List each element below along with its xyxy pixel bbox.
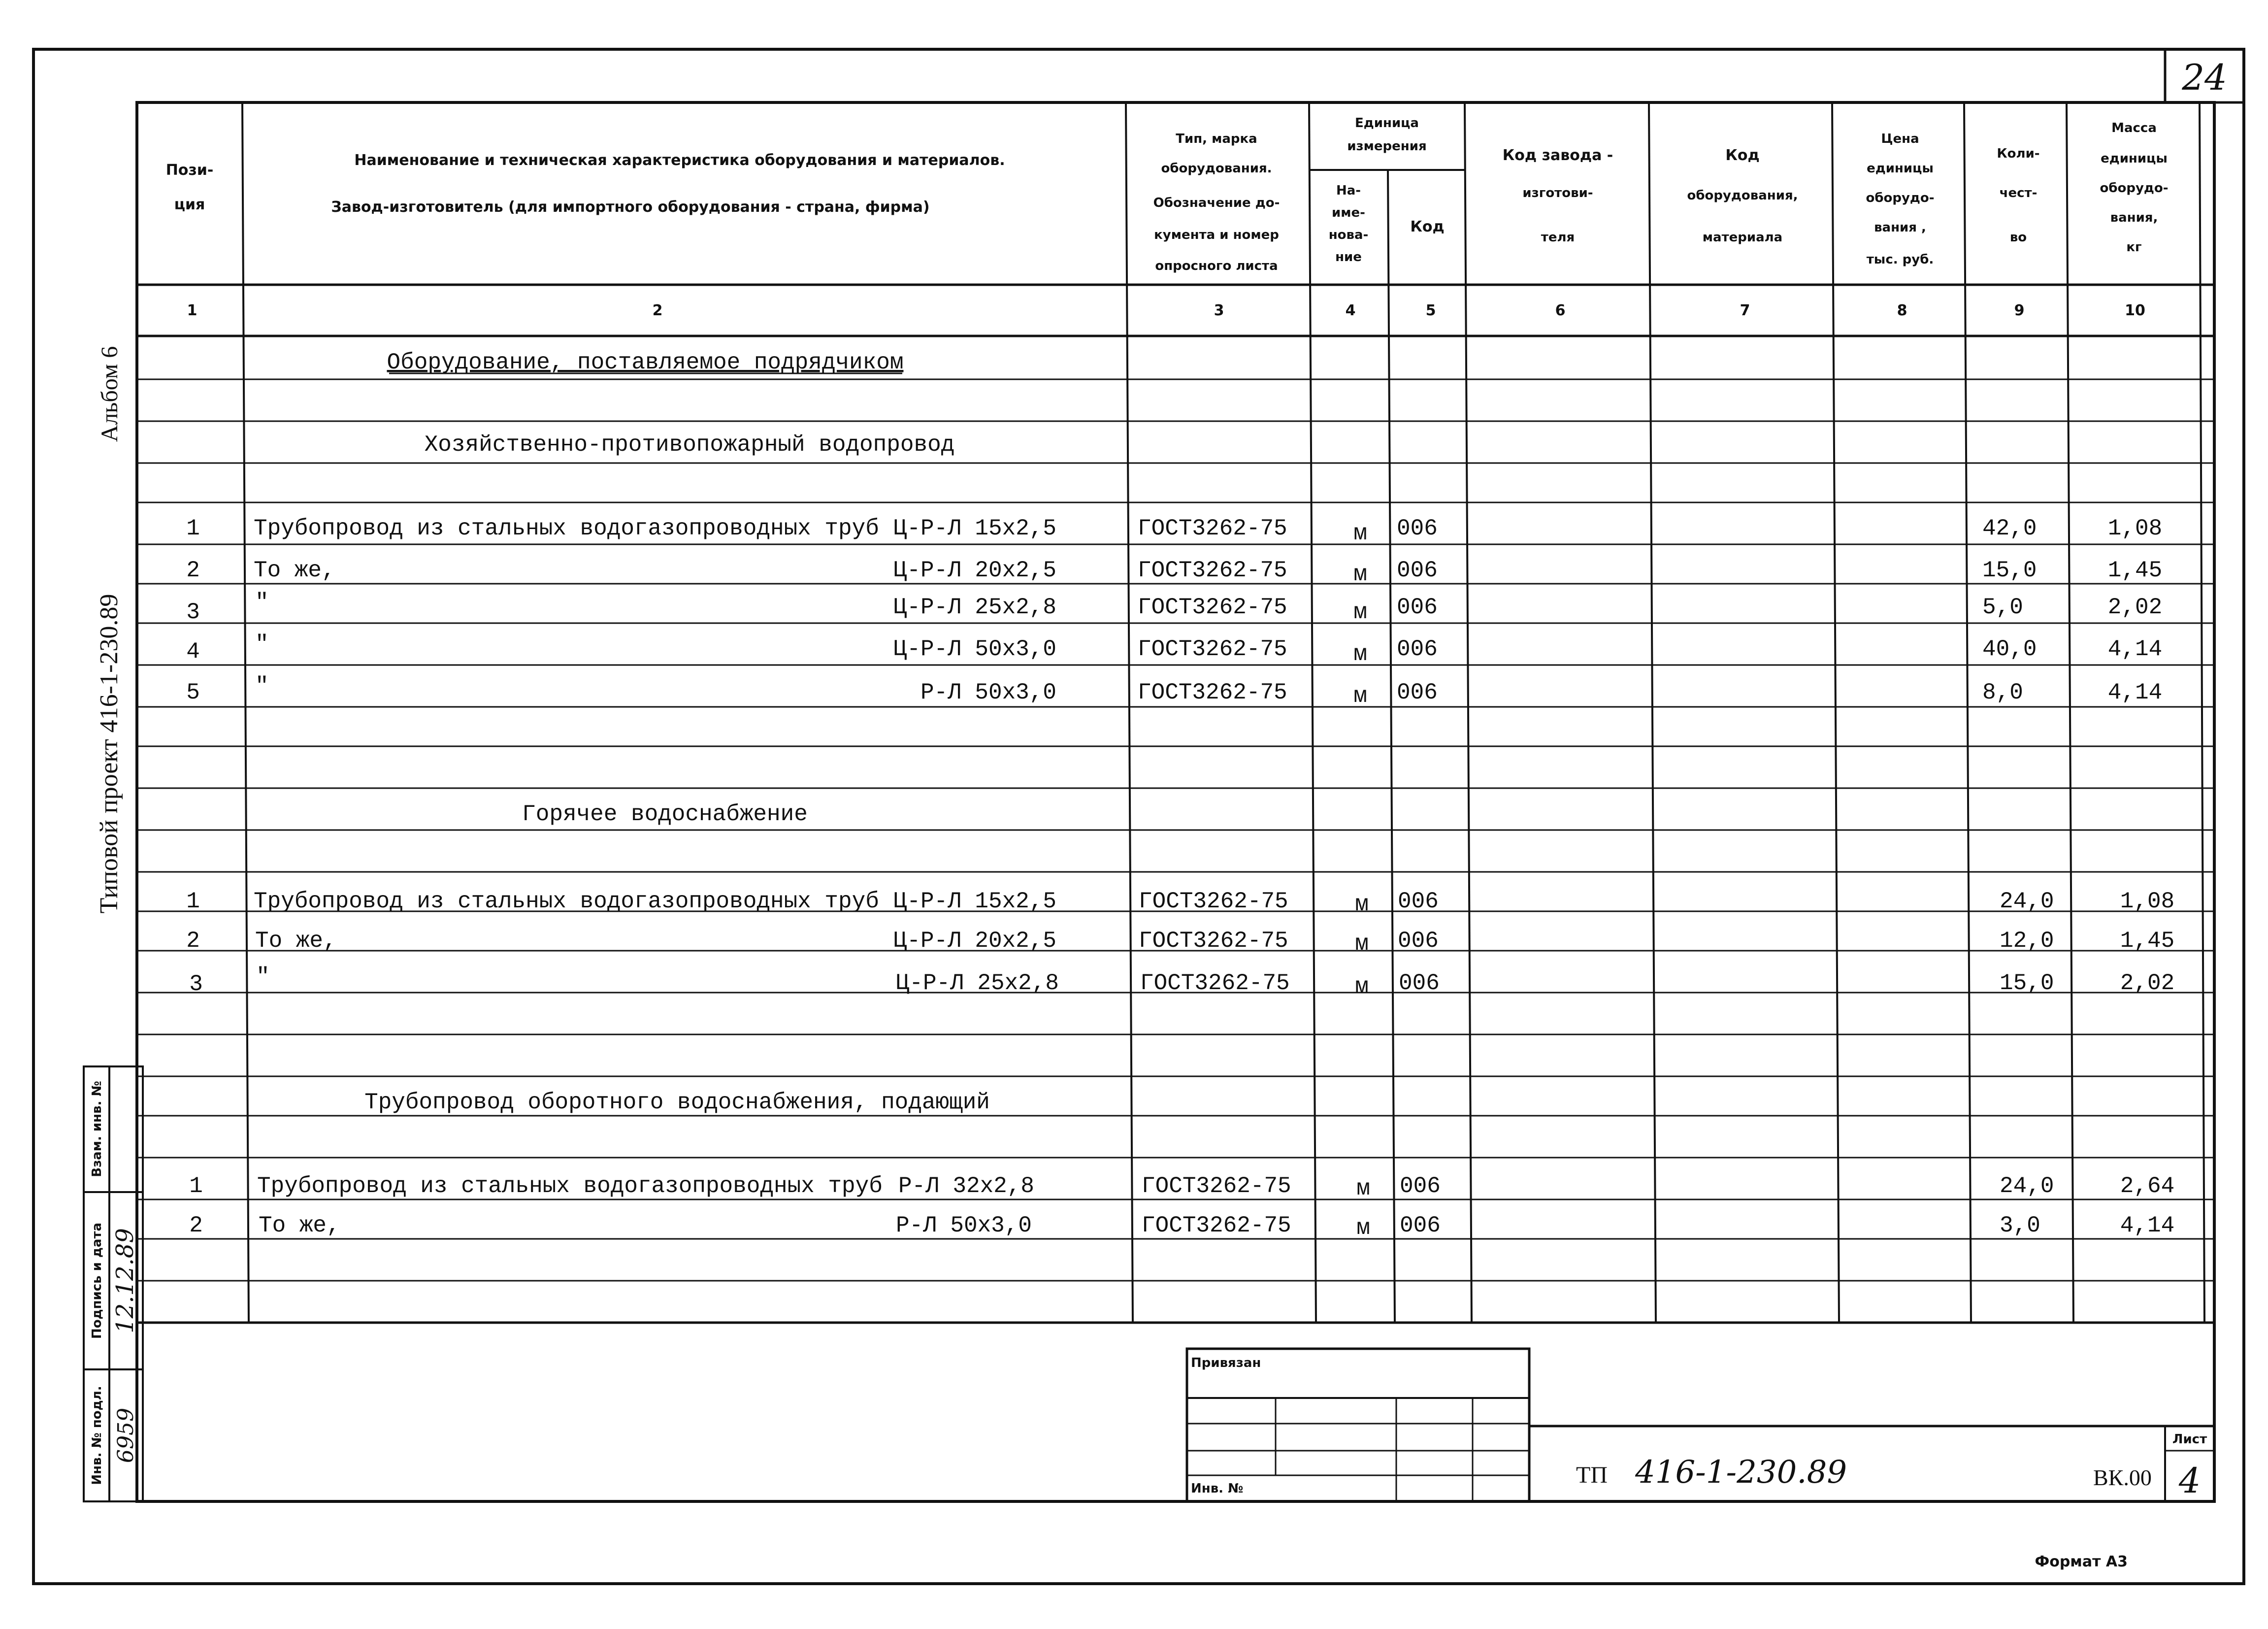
row-unit: м: [1356, 1176, 1370, 1201]
col-number: 10: [2125, 302, 2145, 319]
hdr-mass-3: оборудо-: [2100, 181, 2169, 196]
row-spec: Ц-Р-Л 15х2,5: [893, 889, 1056, 914]
outer-frame: [33, 49, 2244, 1584]
row-doc: ГОСТ3262-75: [1142, 1213, 1291, 1238]
col-number: 2: [652, 302, 663, 319]
hdr-price-1: Цена: [1881, 132, 1919, 146]
table-row: [186, 558, 2162, 587]
row-doc: ГОСТ3262-75: [1140, 970, 1290, 996]
row-name: Трубопровод из стальных водогазопроводных труб: [254, 889, 879, 914]
row-qty: 15,0: [2000, 970, 2054, 996]
row-qty: 42,0: [1982, 516, 2037, 541]
row-spec: Ц-Р-Л 25х2,8: [893, 595, 1056, 620]
hdr-price-3: оборудо-: [1866, 191, 1935, 205]
row-pos: 4: [186, 639, 200, 665]
row-name: ": [255, 590, 269, 615]
row-pos: 5: [186, 680, 200, 705]
hdr-unit-name-3: нова-: [1328, 228, 1369, 242]
table-row: [186, 673, 2162, 709]
table-row: [186, 590, 2162, 625]
row-code: 006: [1397, 558, 1438, 583]
row-name: Трубопровод из стальных водогазопроводных труб: [257, 1173, 883, 1199]
col-number: 3: [1214, 302, 1224, 319]
hdr-unit-code: Код: [1410, 218, 1445, 235]
col-number: 8: [1897, 302, 1907, 319]
tp-number: 416-1-230.89: [1635, 1454, 1847, 1491]
sheet-number: 24: [2182, 57, 2227, 98]
hdr-mass-5: кг: [2126, 240, 2142, 255]
hdr-equip-code-1: Код: [1725, 147, 1760, 164]
hdr-type-2: оборудования.: [1161, 161, 1272, 176]
list-number: 4: [2178, 1461, 2201, 1501]
hdr-name-1: Наименование и техническая характеристика оборудования и материалов.: [354, 152, 1005, 169]
row-name: То же,: [259, 1213, 340, 1238]
row-code: 006: [1399, 970, 1440, 996]
row-mass: 4,14: [2120, 1213, 2175, 1238]
title-block: [1187, 1349, 2214, 1501]
stamp-date: 12.12.89: [111, 1228, 139, 1333]
row-lines: [137, 379, 2214, 1281]
row-mass: 1,45: [2107, 558, 2163, 583]
list-label: Лист: [2172, 1432, 2207, 1447]
row-qty: 40,0: [1982, 636, 2037, 662]
row-mass: 2,02: [2120, 970, 2175, 996]
row-unit: м: [1353, 521, 1367, 546]
row-spec: Ц-Р-Л 25х2,8: [895, 970, 1059, 996]
row-pos: 2: [189, 1213, 203, 1238]
hdr-mass-2: единицы: [2101, 151, 2168, 166]
hdr-type-4: кумента и номер: [1154, 228, 1279, 242]
row-spec: Р-Л 32х2,8: [898, 1173, 1034, 1199]
section-title: Трубопровод оборотного водоснабжения, подающий: [364, 1090, 990, 1115]
tp-label: ТП: [1576, 1462, 1608, 1488]
hdr-qty-2: чест-: [1999, 186, 2038, 200]
stamp-inv: Инв. № подл.: [90, 1386, 104, 1485]
column-numbers: [187, 302, 2145, 319]
row-mass: 1,08: [2120, 889, 2175, 914]
section-title: Оборудование, поставляемое подрядчиком: [387, 350, 904, 375]
inv-no-label: Инв. №: [1191, 1481, 1244, 1496]
row-name: ": [255, 632, 269, 657]
row-code: 006: [1398, 889, 1439, 914]
hdr-qty-3: во: [2009, 230, 2027, 245]
hdr-equip-code-2: оборудования,: [1687, 188, 1798, 203]
row-doc: ГОСТ3262-75: [1138, 680, 1287, 705]
row-spec: Ц-Р-Л 50х3,0: [893, 636, 1056, 662]
hdr-mass-1: Масса: [2111, 121, 2157, 135]
section-title: Горячее водоснабжение: [522, 801, 808, 827]
row-doc: ГОСТ3262-75: [1142, 1173, 1291, 1199]
hdr-unit-2: измерения: [1347, 139, 1427, 154]
row-doc: ГОСТ3262-75: [1138, 516, 1287, 541]
data-rows: [186, 516, 2174, 1241]
hdr-price-4: вания ,: [1874, 220, 1926, 235]
row-unit: м: [1353, 641, 1367, 667]
left-stamp: [84, 1066, 143, 1501]
row-code: 006: [1400, 1213, 1441, 1238]
row-name: ": [255, 673, 269, 699]
privyazan-label: Привязан: [1191, 1356, 1261, 1370]
row-pos: 2: [186, 928, 200, 954]
row-mass: 1,08: [2107, 516, 2163, 541]
row-unit: м: [1355, 974, 1369, 999]
row-mass: 2,02: [2107, 595, 2163, 620]
row-pos: 1: [186, 516, 200, 541]
row-code: 006: [1397, 680, 1438, 705]
row-qty: 12,0: [2000, 928, 2054, 954]
side-album: Альбом 6: [97, 346, 123, 442]
row-pos: 3: [189, 971, 203, 997]
row-qty: 3,0: [2000, 1213, 2040, 1238]
doc-code: ВК.00: [2093, 1465, 2152, 1490]
table-row: [189, 964, 2174, 999]
row-name: То же,: [254, 558, 335, 583]
row-doc: ГОСТ3262-75: [1139, 889, 1288, 914]
stamp-vzam: Взам. инв. №: [90, 1081, 104, 1177]
row-doc: ГОСТ3262-75: [1138, 595, 1287, 620]
hdr-unit-1: Единица: [1355, 116, 1419, 131]
row-qty: 24,0: [2000, 1173, 2054, 1199]
row-code: 006: [1397, 595, 1438, 620]
row-spec: Р-Л 50х3,0: [895, 1213, 1032, 1238]
hdr-price-5: тыс. руб.: [1866, 252, 1934, 267]
row-name: Трубопровод из стальных водогазопроводных труб: [254, 516, 879, 541]
col-number: 5: [1425, 302, 1436, 319]
row-pos: 1: [189, 1173, 203, 1199]
row-doc: ГОСТ3262-75: [1138, 558, 1287, 583]
table-row: [189, 1213, 2174, 1241]
row-pos: 2: [186, 558, 200, 583]
hdr-maker-code-3: теля: [1541, 230, 1575, 245]
row-spec: Ц-Р-Л 15х2,5: [893, 516, 1056, 541]
row-spec: Р-Л 50х3,0: [920, 680, 1056, 705]
hdr-price-2: единицы: [1867, 161, 1934, 176]
row-pos: 3: [186, 599, 200, 625]
row-mass: 2,64: [2120, 1173, 2175, 1199]
hdr-name-2: Завод-изготовитель (для импортного оборудования - страна, фирма): [331, 199, 930, 216]
row-code: 006: [1397, 636, 1438, 662]
row-pos: 1: [186, 889, 200, 914]
hdr-equip-code-3: материала: [1702, 230, 1783, 245]
hdr-maker-code-2: изготови-: [1522, 186, 1593, 200]
hdr-pos-2: ция: [174, 196, 205, 213]
col-number: 9: [2014, 302, 2025, 319]
hdr-type-5: опросного листа: [1155, 259, 1278, 273]
table-row: [186, 516, 2162, 546]
row-name: ": [256, 964, 270, 990]
row-code: 006: [1398, 928, 1439, 954]
stamp-podpis: Подпись и дата: [90, 1222, 104, 1339]
section-title: Хозяйственно-противопожарный водопровод: [424, 432, 955, 458]
col-number: 1: [187, 302, 197, 319]
stamp-inv-no: 6959: [113, 1408, 138, 1463]
row-unit: м: [1353, 683, 1367, 709]
row-code: 006: [1400, 1173, 1441, 1199]
hdr-maker-code-1: Код завода -: [1502, 147, 1613, 164]
side-project: Типовой проект 416-1-230.89: [95, 594, 123, 914]
row-doc: ГОСТ3262-75: [1138, 636, 1287, 662]
row-mass: 4,14: [2107, 680, 2163, 705]
col-number: 4: [1345, 302, 1356, 319]
row-mass: 4,14: [2107, 636, 2163, 662]
table-row: [186, 632, 2162, 667]
row-qty: 24,0: [2000, 889, 2054, 914]
row-code: 006: [1397, 516, 1438, 541]
hdr-unit-name-2: име-: [1332, 205, 1365, 220]
row-unit: м: [1356, 1215, 1370, 1241]
row-spec: Ц-Р-Л 20х2,5: [893, 558, 1056, 583]
row-name: То же,: [255, 928, 337, 954]
row-spec: Ц-Р-Л 20х2,5: [893, 928, 1056, 954]
table-row: [189, 1173, 2174, 1201]
table-row: [186, 889, 2174, 917]
format-label: Формат А3: [2035, 1553, 2128, 1570]
row-mass: 1,45: [2120, 928, 2175, 954]
table-header: [166, 116, 2169, 273]
hdr-pos-1: Пози-: [165, 162, 214, 179]
hdr-unit-name-4: ние: [1335, 250, 1362, 265]
hdr-unit-name-1: На-: [1336, 183, 1361, 198]
hdr-type-1: Тип, марка: [1176, 132, 1257, 146]
row-doc: ГОСТ3262-75: [1139, 928, 1288, 954]
hdr-mass-4: вания,: [2110, 210, 2158, 225]
row-qty: 5,0: [1982, 595, 2023, 620]
table-row: [186, 928, 2174, 957]
col-number: 6: [1555, 302, 1566, 319]
row-qty: 8,0: [1982, 680, 2023, 705]
row-unit: м: [1353, 599, 1367, 625]
row-unit: м: [1355, 892, 1369, 917]
row-qty: 15,0: [1982, 558, 2037, 583]
row-unit: м: [1353, 562, 1367, 587]
row-unit: м: [1355, 931, 1369, 957]
hdr-type-3: Обозначение до-: [1153, 196, 1280, 210]
hdr-qty-1: Коли-: [1997, 146, 2040, 161]
col-number: 7: [1740, 302, 1750, 319]
section-titles: [364, 350, 990, 1115]
